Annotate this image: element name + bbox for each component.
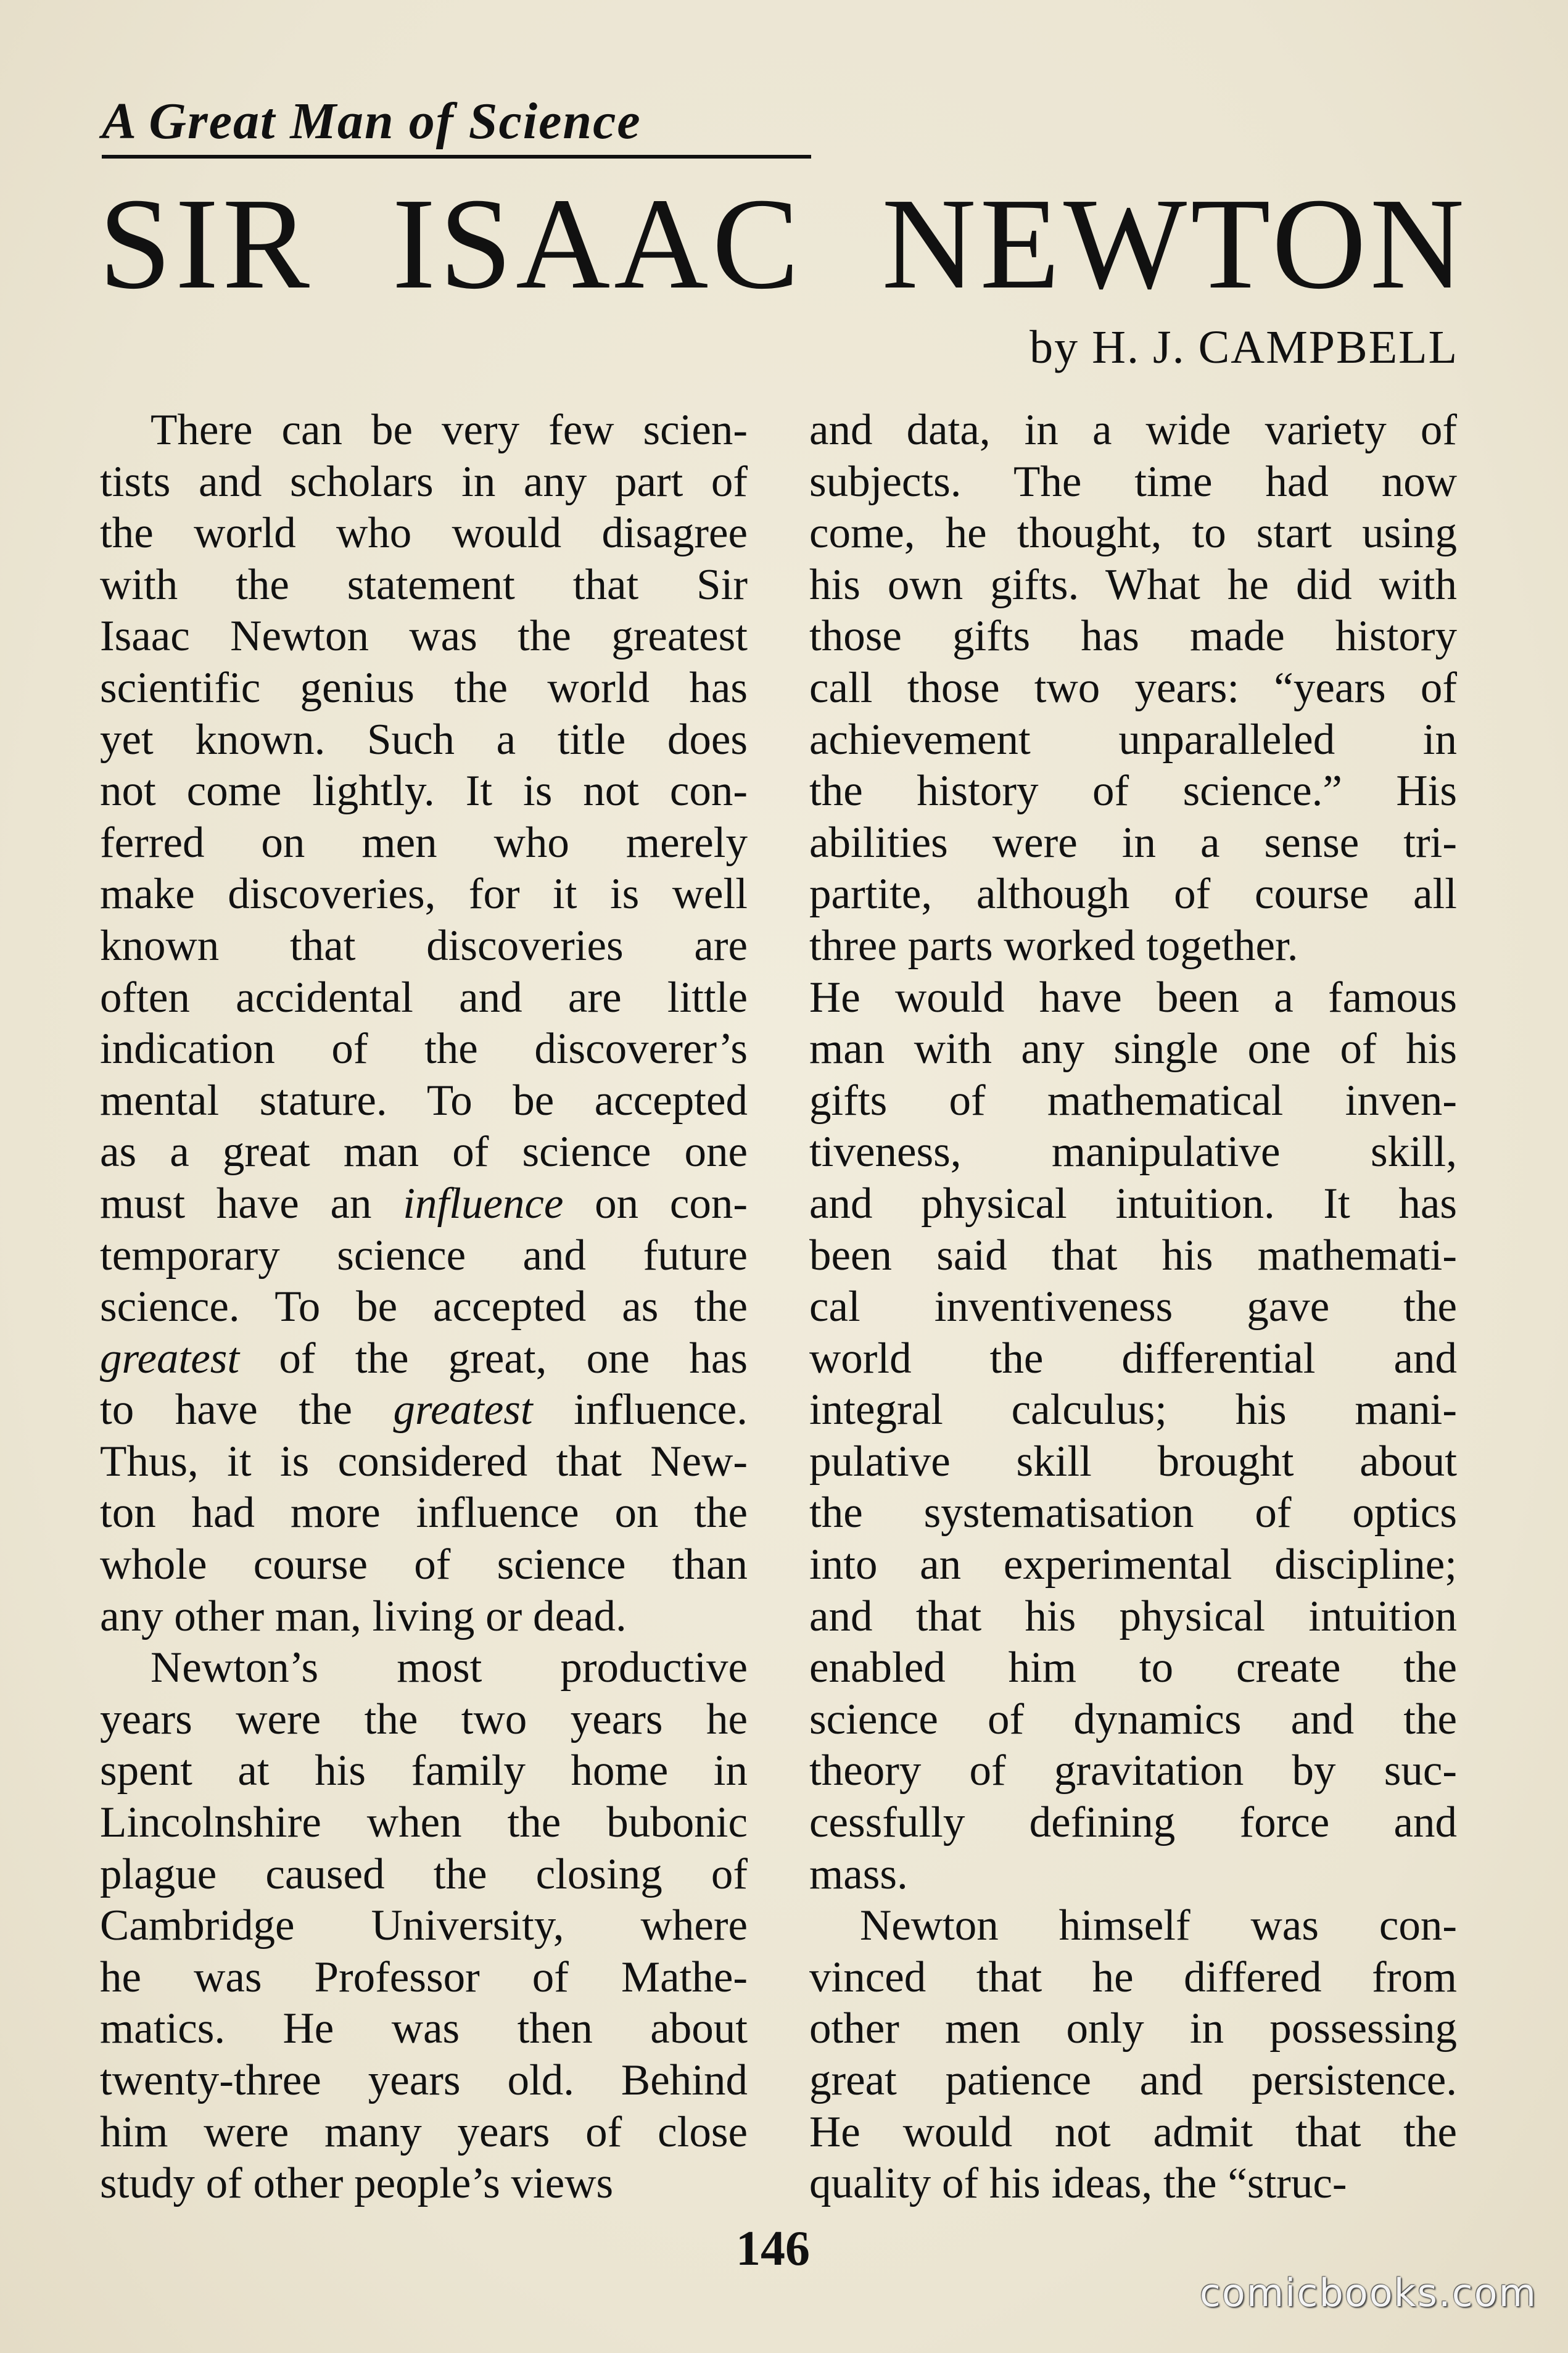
right-column-line: and data, in a wide variety of xyxy=(809,406,1457,454)
right-column-line: cessfully defining force and xyxy=(809,1798,1457,1847)
right-column-line: cal inventiveness gave the xyxy=(809,1283,1457,1331)
right-column-line: integral calculus; his mani- xyxy=(809,1386,1457,1434)
left-column-line: matics. He was then about xyxy=(100,2004,748,2053)
left-column-line: Newton’s most productive xyxy=(151,1644,748,1692)
right-column-line: Newton himself was con- xyxy=(860,1901,1457,1950)
right-column-line: other men only in possessing xyxy=(809,2004,1457,2053)
left-column-line: ferred on men who merely xyxy=(100,818,748,867)
right-column-line: gifts of mathematical inven- xyxy=(809,1076,1457,1125)
right-column-line: and that his physical intuition xyxy=(809,1592,1457,1640)
right-column-line: his own gifts. What he did with xyxy=(809,560,1457,609)
left-column-line: Cambridge University, where xyxy=(100,1901,748,1950)
right-column-line: been said that his mathemati- xyxy=(809,1231,1457,1280)
left-column-line: greatest of the great, one has xyxy=(100,1334,748,1383)
left-column-line: years were the two years he xyxy=(100,1695,748,1743)
left-column-line: There can be very few scien- xyxy=(151,406,748,454)
right-column-line: the systematisation of optics xyxy=(809,1489,1457,1537)
right-column-line: He would not admit that the xyxy=(809,2107,1457,2156)
left-column-line: spent at his family home in xyxy=(100,1747,748,1795)
right-column-line: and physical intuition. It has xyxy=(809,1179,1457,1228)
emphasized-word: influence xyxy=(403,1179,564,1228)
emphasized-word: greatest xyxy=(100,1334,240,1383)
right-column-line: man with any single one of his xyxy=(809,1025,1457,1073)
right-column-line: mass. xyxy=(809,1850,908,1898)
left-column-line: mental stature. To be accepted xyxy=(100,1076,748,1125)
right-column-line: pulative skill brought about xyxy=(809,1437,1457,1486)
left-column-line: study of other people’s views xyxy=(100,2159,614,2208)
right-column-line: the history of science.” His xyxy=(809,767,1457,816)
right-column-line: those gifts has made history xyxy=(809,612,1457,661)
left-column-line: he was Professor of Mathe- xyxy=(100,1953,748,2001)
left-column-line: must have an influence on con- xyxy=(100,1179,748,1228)
left-column-line: Lincolnshire when the bubonic xyxy=(100,1798,748,1847)
right-column-line: quality of his ideas, the “struc- xyxy=(809,2159,1347,2208)
right-column-line: science of dynamics and the xyxy=(809,1695,1457,1743)
right-column-line: subjects. The time had now xyxy=(809,457,1457,506)
left-column-line: tists and scholars in any part of xyxy=(100,457,748,506)
left-column-line: scientific genius the world has xyxy=(100,663,748,712)
page-number: 146 xyxy=(736,2222,810,2276)
left-column-line: yet known. Such a title does xyxy=(100,715,748,764)
right-column-line: come, he thought, to start using xyxy=(809,509,1457,558)
left-column-line: to have the greatest influence. xyxy=(100,1386,748,1434)
left-column-line: any other man, living or dead. xyxy=(100,1592,627,1640)
right-column-line: abilities were in a sense tri- xyxy=(809,818,1457,867)
left-column-line: as a great man of science one xyxy=(100,1128,748,1176)
article-title: SIR ISAAC NEWTON xyxy=(99,171,1468,316)
left-column-line: indication of the discoverer’s xyxy=(100,1025,748,1073)
left-column-line: ton had more influence on the xyxy=(100,1489,748,1537)
left-column-line: not come lightly. It is not con- xyxy=(100,767,748,816)
right-column-line: vinced that he differed from xyxy=(809,1953,1457,2001)
left-column-line: whole course of science than xyxy=(100,1540,748,1589)
left-column-line: often accidental and are little xyxy=(100,973,748,1022)
right-column-line: call those two years: “years of xyxy=(809,663,1457,712)
left-column-line: the world who would disagree xyxy=(100,509,748,558)
right-column-line: tiveness, manipulative skill, xyxy=(809,1128,1457,1176)
byline: by H. J. CAMPBELL xyxy=(1030,321,1458,373)
right-column-line: three parts worked together. xyxy=(809,921,1298,970)
left-column-line: with the statement that Sir xyxy=(100,560,748,609)
right-column-line: partite, although of course all xyxy=(809,870,1457,919)
left-column-line: plague caused the closing of xyxy=(100,1850,748,1898)
left-column-line: known that discoveries are xyxy=(100,921,748,970)
left-column-line: temporary science and future xyxy=(100,1231,748,1280)
section-kicker: A Great Man of Science xyxy=(102,91,811,159)
right-column-line: He would have been a famous xyxy=(809,973,1457,1022)
left-column-line: Thus, it is considered that New- xyxy=(100,1437,748,1486)
left-column-line: make discoveries, for it is well xyxy=(100,870,748,919)
left-column-line: Isaac Newton was the greatest xyxy=(100,612,748,661)
right-column-line: theory of gravitation by suc- xyxy=(809,1747,1457,1795)
emphasized-word: greatest xyxy=(393,1386,533,1434)
left-column xyxy=(100,405,748,2210)
right-column xyxy=(809,405,1457,2210)
left-column-line: him were many years of close xyxy=(100,2107,748,2156)
right-column-line: world the differential and xyxy=(809,1334,1457,1383)
left-column-line: science. To be accepted as the xyxy=(100,1283,748,1331)
right-column-line: into an experimental discipline; xyxy=(809,1540,1457,1589)
watermark: comicbooks.com xyxy=(1199,2270,1537,2315)
right-column-line: great patience and persistence. xyxy=(809,2056,1457,2104)
left-column-line: twenty-three years old. Behind xyxy=(100,2056,748,2104)
right-column-line: enabled him to create the xyxy=(809,1644,1457,1692)
right-column-line: achievement unparalleled in xyxy=(809,715,1457,764)
